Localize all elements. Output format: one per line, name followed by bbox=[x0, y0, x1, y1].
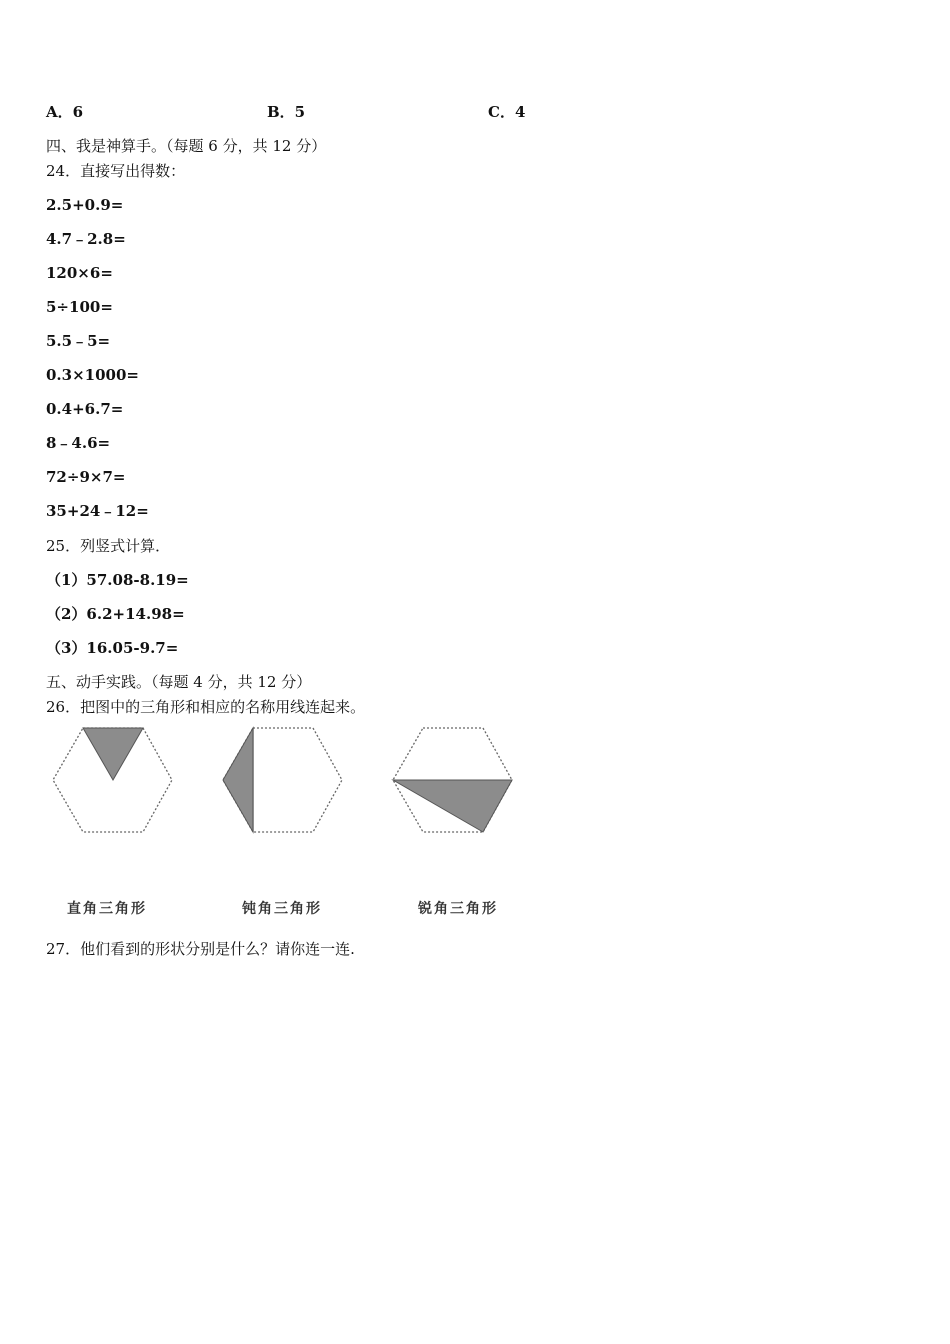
vertical-calc-item: （3）16.05-9.7= bbox=[46, 639, 179, 657]
question-26-title: 26．把图中的三角形和相应的名称用线连起来。 bbox=[46, 698, 366, 716]
hexagon-1 bbox=[53, 728, 172, 832]
section-4-heading: 四、我是神算手。（每题 6 分，共 12 分） bbox=[46, 137, 327, 155]
question-25-title: 25．列竖式计算． bbox=[46, 537, 171, 555]
vertical-calc-item: （1）57.08-8.19= bbox=[46, 571, 189, 589]
label-right-triangle: 直角三角形 bbox=[67, 901, 147, 917]
calc-item: 72÷9×7= bbox=[46, 468, 126, 486]
option-c: C．4 bbox=[488, 103, 526, 121]
calc-item: 5÷100= bbox=[46, 298, 113, 316]
question-24-title: 24．直接写出得数： bbox=[46, 162, 186, 180]
hexagon-2 bbox=[223, 728, 342, 832]
section-5-heading: 五、动手实践。（每题 4 分，共 12 分） bbox=[46, 673, 312, 691]
calc-item: 8﹣4.6= bbox=[46, 434, 111, 452]
option-b: B．5 bbox=[267, 103, 306, 121]
vertical-calc-item: （2）6.2+14.98= bbox=[46, 605, 185, 623]
hexagon-figures bbox=[46, 722, 526, 842]
calc-item: 0.3×1000= bbox=[46, 366, 139, 384]
shaded-triangle bbox=[83, 728, 143, 780]
shaded-triangle bbox=[223, 728, 253, 832]
calc-item: 2.5+0.9= bbox=[46, 196, 124, 214]
calc-item: 4.7﹣2.8= bbox=[46, 230, 126, 248]
label-acute-triangle: 锐角三角形 bbox=[418, 901, 498, 917]
label-obtuse-triangle: 钝角三角形 bbox=[242, 901, 322, 917]
calc-item: 0.4+6.7= bbox=[46, 400, 124, 418]
shaded-triangle bbox=[393, 780, 512, 832]
question-27-title: 27．他们看到的形状分别是什么？请你连一连. bbox=[46, 940, 355, 958]
option-a: A．6 bbox=[46, 103, 84, 121]
calc-item: 120×6= bbox=[46, 264, 113, 282]
calc-item: 35+24﹣12= bbox=[46, 502, 149, 520]
calc-item: 5.5﹣5= bbox=[46, 332, 111, 350]
hexagon-3 bbox=[393, 728, 512, 832]
